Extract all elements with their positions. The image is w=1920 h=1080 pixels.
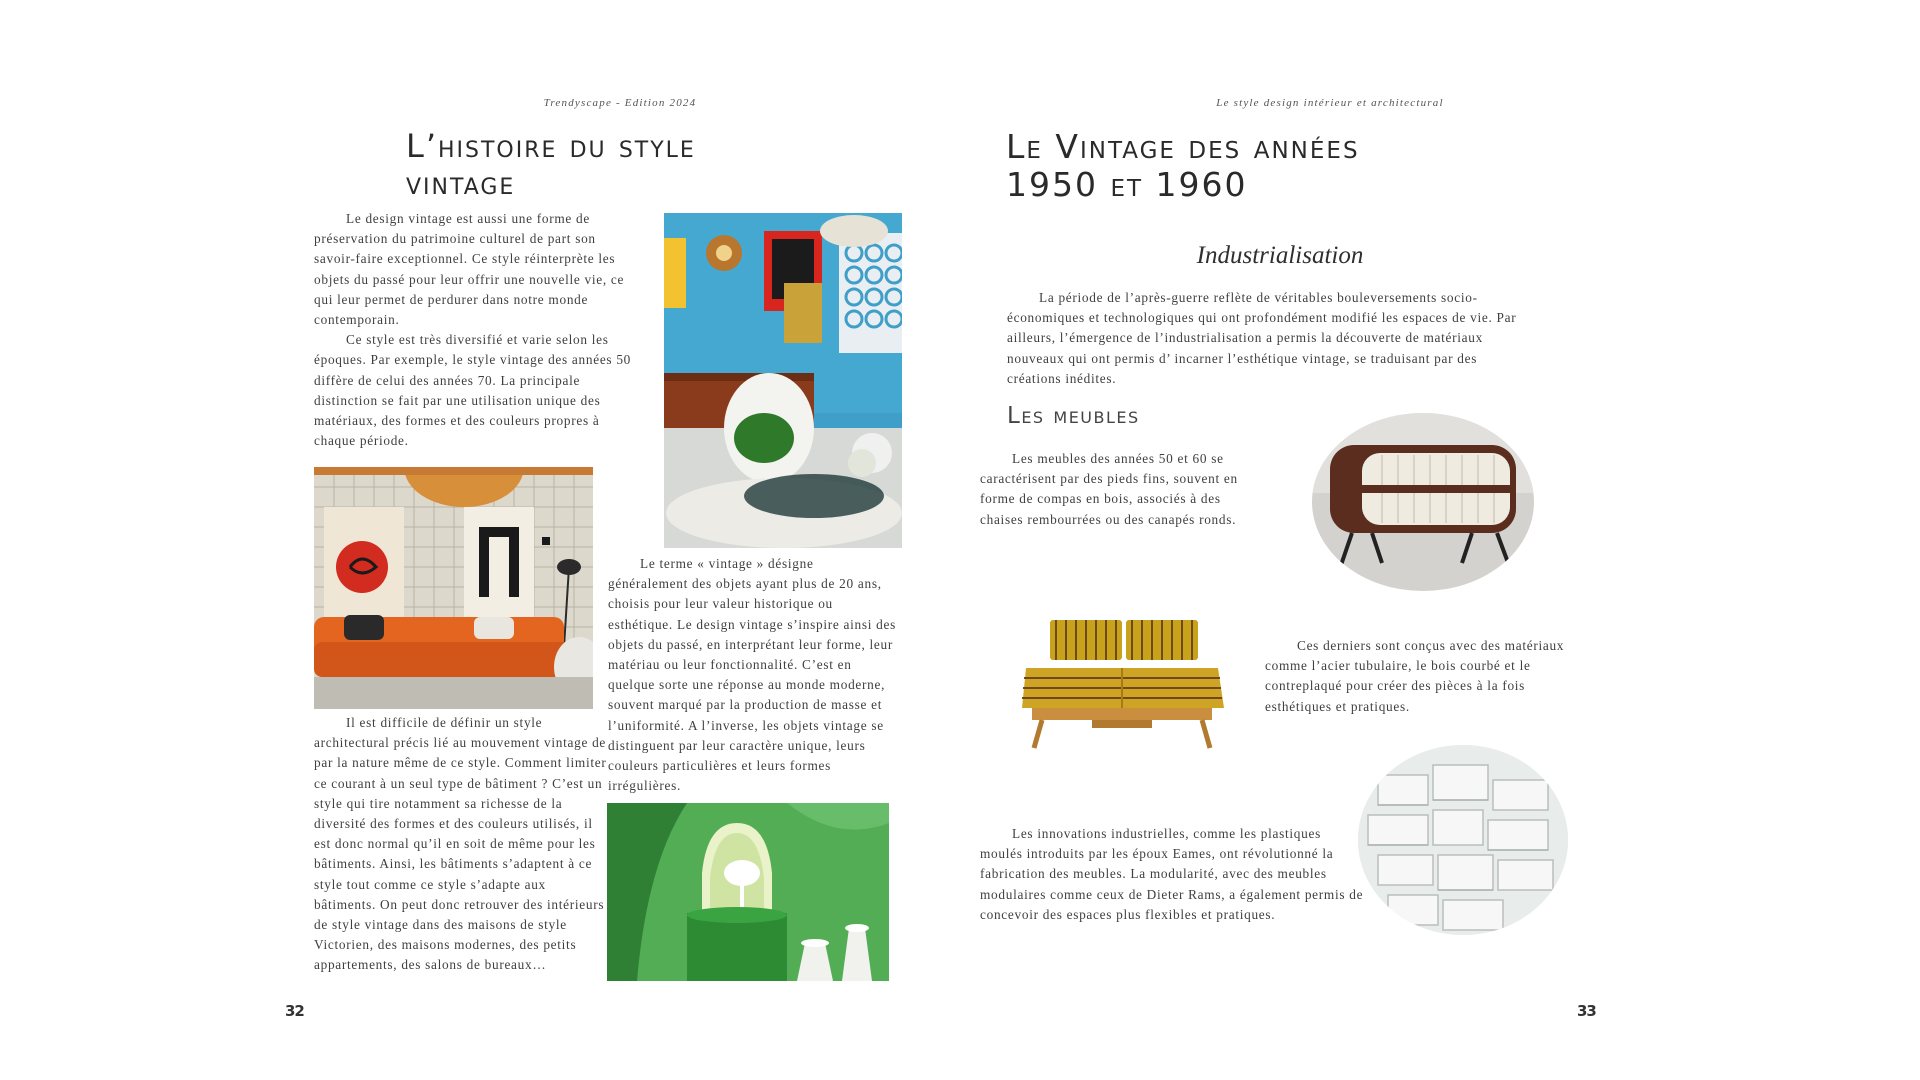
right-title-line1: Le Vintage des années <box>1006 127 1360 166</box>
green-interior-image <box>607 803 889 981</box>
modular-shelves-image <box>1358 745 1568 935</box>
left-para3: Le terme « vintage » désigne généralement des objets ayant plus de 20 ans, choisis pour leur valeur historique ou esthétique. Le design vintage s’inspire ainsi des objets du passé, en interprétant leur forme, leur matériau ou leur fonctionnalité. C’est en quelque sorte une réponse au monde moderne, souvent marqué par la production de masse et l’uniformité. A l’inverse, les objets vintage se distinguent par leur caractère unique, leurs couleurs particulières et leurs formes irrégulières. <box>608 556 896 794</box>
left-para1: Le design vintage est aussi une forme de préservation du patrimoine culturel de part son savoir-faire exceptionnel. Ce style réinterprète les objets du passé pour leur offrir une nouvelle vie, ce qui leur permet de perdurer dans notre monde contemporain. <box>314 211 625 328</box>
left-title-line2: vintage <box>406 163 516 202</box>
right-intro-text <box>1007 288 1527 389</box>
right-furniture-text <box>980 449 1268 530</box>
left-para4: Il est difficile de définir un style architectural précis lié au mouvement vintage de par la nature même de ce style. Comment limiter ce courant à un seul type de bâtiment ? C’est un style qui tire notamment sa richesse de la diversité des formes et des couleurs utilisés, il est donc normal qu’il en soit de même pour les bâtiments. Ainsi, les bâtiments s’adaptent à ce style tout comme ce style s’adapte aux bâtiments. On peut donc retrouver des intérieurs de style vintage dans des maisons de style Victorien, des maisons modernes, des petits appartements, des salons de bureaux… <box>314 715 607 973</box>
left-vintage-definition <box>608 554 896 796</box>
left-page-title <box>406 128 826 202</box>
left-page-number: 32 <box>285 1002 304 1020</box>
right-page-title <box>1006 128 1506 204</box>
right-page-number: 33 <box>1577 1002 1596 1020</box>
left-intro-text <box>314 209 632 451</box>
left-para2: Ce style est très diversifié et varie selon les époques. Par exemple, le style vintage des années 50 diffère de celui des années 70. La principale distinction se fait par une utilisation unique des matériaux, des formes et des couleurs propres à chaque période. <box>314 332 632 449</box>
right-para3: Les innovations industrielles, comme les plastiques moulés introduits par les époux Eames, ont révolutionné la fabrication des meubles. La modularité, avec des meubles modulaires comme ceux de Dieter Rams, a également permis de concevoir des espaces plus flexibles et pratiques. <box>980 826 1364 922</box>
retro-living-room-image <box>664 213 902 548</box>
right-para1: Les meubles des années 50 et 60 se caractérisent par des pieds fins, souvent en forme de compas en bois, associés à des chaises rembourrées ou des canapés ronds. <box>980 451 1238 527</box>
left-architecture-text <box>314 713 610 976</box>
furniture-heading: Les meubles <box>1007 403 1140 429</box>
orange-sofa-image <box>314 467 593 709</box>
right-title-line2: 1950 et 1960 <box>1006 164 1248 204</box>
left-title-line1: L’histoire du style <box>406 127 696 165</box>
right-innovations-text <box>980 824 1365 925</box>
striped-daybed-image <box>1012 600 1232 772</box>
right-running-header: Le style design intérieur et architectural <box>1216 97 1444 109</box>
right-intro: La période de l’après-guerre reflète de véritables bouleversements socio-économiques et technologiques qui ont profondément modifié les espaces de vie. Par ailleurs, l’émergence de l’industrialisation a permis la découverte de matériaux nouveaux qui ont permis d’ incarner l’esthétique vintage, se traduisant par des créations inédites. <box>1007 290 1517 386</box>
section-subtitle: Industrialisation <box>1196 242 1364 269</box>
left-running-header: Trendyscape - Edition 2024 <box>543 97 697 109</box>
right-para2: Ces derniers sont conçus avec des matériaux comme l’acier tubulaire, le bois courbé et le contreplaqué pour créer des pièces à la fois esthétiques et pratiques. <box>1265 638 1565 714</box>
right-materials-text <box>1265 636 1565 717</box>
sideboard-image <box>1312 413 1534 591</box>
